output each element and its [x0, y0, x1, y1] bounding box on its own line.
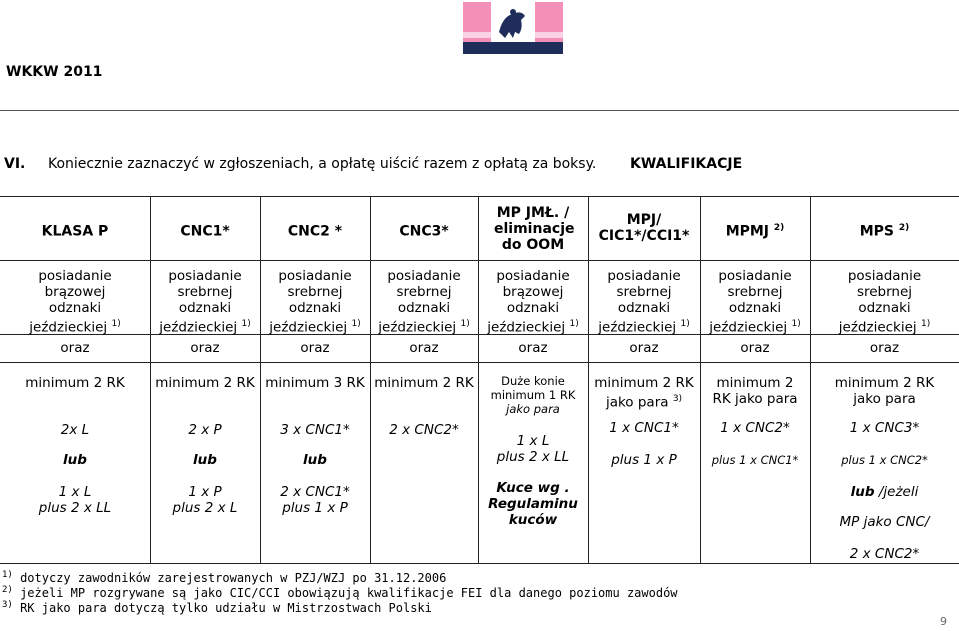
alt-requirement: 3 x CNC1* — [280, 422, 350, 438]
section-heading: KWALIFIKACJE — [630, 156, 743, 172]
oraz-label: oraz — [740, 340, 770, 356]
footnote-3: $^{3)}$ RK jako para dotyczą tylko udziału w Mistrzostwach Polski — [2, 600, 432, 615]
requirement-line: jeździeckiej $^{1)}$ — [29, 319, 121, 336]
column-header: MPS $^{2)}$ — [859, 223, 910, 240]
requirement-line: srebrnej — [727, 284, 783, 300]
alt-requirement: 1 x P — [188, 484, 222, 500]
requirement-line: odznaki — [858, 300, 911, 316]
column-header: MPJ/ CIC1*/CCI1* — [598, 212, 690, 244]
requirement-line: posiadanie — [387, 268, 461, 284]
requirement-line: odznaki — [288, 300, 342, 316]
alt-requirement: 2 x P — [188, 422, 222, 438]
requirement-line: posiadanie — [847, 268, 922, 284]
pony-requirement: Kuce wg . — [496, 480, 570, 496]
requirement-line: posiadanie — [278, 268, 352, 284]
requirement-line: jeździeckiej $^{1)}$ — [159, 319, 251, 336]
oraz-label: oraz — [869, 340, 900, 356]
alt-requirement: 2 x CNC2* — [389, 422, 459, 438]
document-title: WKKW 2011 — [6, 64, 103, 80]
requirement-line: brązowej — [44, 284, 106, 300]
alt-requirement: plus 2 x L — [172, 500, 238, 516]
pony-requirement: Regulaminu — [488, 496, 578, 512]
requirement-line: srebrnej — [287, 284, 343, 300]
requirement-line: odznaki — [178, 300, 232, 316]
requirement-line: odznaki — [506, 300, 560, 316]
requirement-line: srebrnej — [396, 284, 452, 300]
footnote-2: $^{2)}$ jeżeli MP rozgrywane są jako CIC/CCI obowiązują kwalifikacje FEI dla danego poziomu zawodów — [2, 585, 678, 600]
alt-requirement: plus 1 x CNC2* — [841, 453, 928, 467]
requirement-line: jeździeckiej $^{1)}$ — [598, 319, 690, 336]
section-number: VI. — [4, 156, 26, 172]
requirement-line: jeździeckiej $^{1)}$ — [487, 319, 579, 336]
requirement-line: srebrnej — [616, 284, 672, 300]
alt-requirement: 1 x CNC2* — [720, 420, 790, 436]
horse-requirement: jako para — [506, 402, 560, 416]
requirement-line: odznaki — [48, 300, 102, 316]
requirement-line: jeździeckiej $^{1)}$ — [709, 319, 801, 336]
column-header: CNC3* — [399, 223, 449, 240]
column-header: MPMJ $^{2)}$ — [725, 223, 785, 240]
min-rk-requirement: minimum 2 RK — [594, 375, 694, 391]
horse-requirement: Duże konie — [501, 374, 565, 388]
oraz-label: oraz — [60, 340, 90, 356]
requirement-line: brązowej — [502, 284, 564, 300]
requirement-line: jeździeckiej $^{1)}$ — [269, 319, 361, 336]
requirement-line: posiadanie — [607, 268, 681, 284]
oraz-label: oraz — [409, 340, 439, 356]
min-rk-requirement: RK jako para — [712, 391, 798, 407]
footnote-1: $^{1)}$ dotyczy zawodników zarejestrowanych w PZJ/WZJ po 31.12.2006 — [2, 570, 447, 585]
requirement-line: odznaki — [617, 300, 671, 316]
page-number: 9 — [940, 615, 947, 628]
alt-requirement: 2 x CNC2* — [849, 546, 920, 562]
min-rk-requirement: minimum 2 RK — [834, 375, 935, 391]
requirement-line: jeździeckiej $^{1)}$ — [838, 319, 931, 336]
min-rk-requirement: jako para $^{3)}$ — [605, 394, 683, 411]
alt-requirement: 2x L — [60, 422, 90, 438]
alt-requirement: plus 1 x P — [611, 452, 677, 468]
oraz-label: oraz — [629, 340, 659, 356]
min-rk-requirement: jako para — [853, 391, 916, 407]
min-rk-requirement: minimum 2 RK — [25, 375, 125, 391]
or-label: lub — [303, 452, 327, 468]
alt-requirement: plus 1 x P — [282, 500, 348, 516]
min-rk-requirement: minimum 2 — [716, 375, 794, 391]
alt-requirement: 1 x CNC3* — [849, 420, 920, 436]
pony-requirement: kuców — [508, 512, 558, 528]
min-rk-requirement: minimum 2 RK — [374, 375, 474, 391]
column-header: KLASA P — [41, 223, 109, 240]
requirement-line: srebrnej — [856, 284, 913, 300]
requirement-line: posiadanie — [168, 268, 242, 284]
alt-requirement: lub /jeżeli — [850, 484, 919, 500]
horse-requirement: minimum 1 RK — [490, 388, 576, 402]
or-label: lub — [63, 452, 87, 468]
oraz-label: oraz — [300, 340, 330, 356]
requirement-line: srebrnej — [177, 284, 233, 300]
requirement-line: odznaki — [728, 300, 782, 316]
alt-requirement: 1 x L — [516, 433, 550, 449]
requirement-line: posiadanie — [718, 268, 792, 284]
or-label: lub — [193, 452, 217, 468]
requirement-line: posiadanie — [496, 268, 570, 284]
alt-requirement: plus 2 x LL — [496, 449, 570, 465]
oraz-label: oraz — [518, 340, 548, 356]
alt-requirement: MP jako CNC/ — [839, 514, 930, 530]
requirement-line: odznaki — [397, 300, 451, 316]
requirement-line: posiadanie — [38, 268, 112, 284]
alt-requirement: 2 x CNC1* — [280, 484, 350, 500]
column-header: MP JMŁ. / eliminacje do OOM — [494, 205, 575, 253]
min-rk-requirement: minimum 3 RK — [265, 375, 365, 391]
requirement-line: jeździeckiej $^{1)}$ — [378, 319, 470, 336]
alt-requirement: 1 x CNC1* — [609, 420, 679, 436]
oraz-label: oraz — [190, 340, 220, 356]
alt-requirement: 1 x L — [58, 484, 92, 500]
alt-requirement: plus 1 x CNC1* — [711, 453, 799, 467]
min-rk-requirement: minimum 2 RK — [155, 375, 255, 391]
alt-requirement: plus 2 x LL — [38, 500, 112, 516]
section-instruction: Koniecznie zaznaczyć w zgłoszeniach, a opłatę uiścić razem z opłatą za boksy. — [48, 156, 597, 172]
column-header: CNC1* — [180, 223, 230, 240]
column-header: CNC2 * — [287, 223, 343, 240]
